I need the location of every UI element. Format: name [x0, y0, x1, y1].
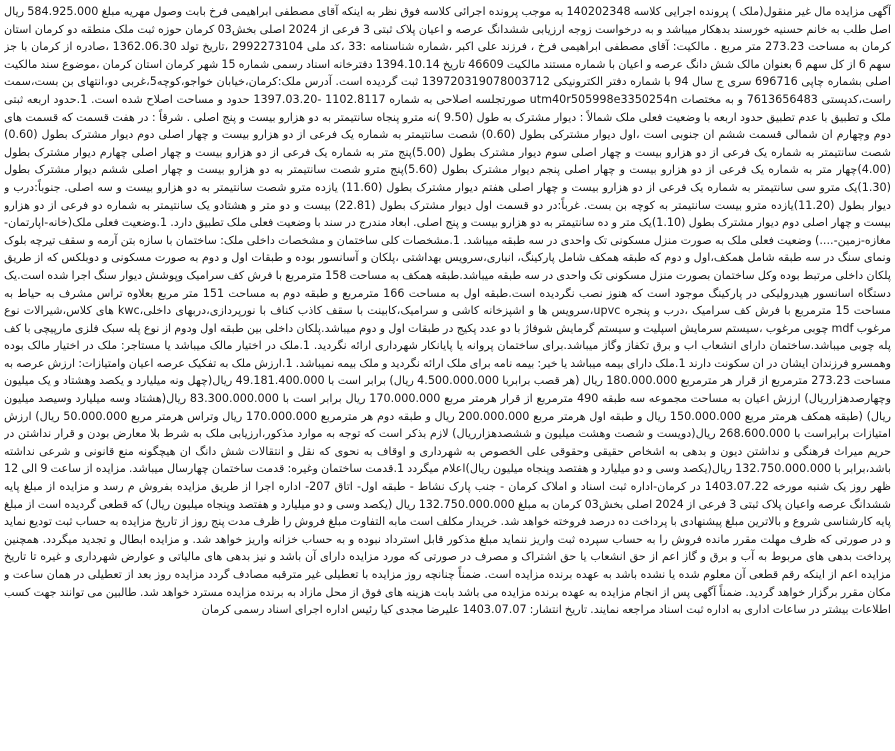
notice-paragraph: آگهی مزایده مال غیر منقول(ملک ) پرونده اجرایی کلاسه 140202348 به موجب پرونده اجرائی کلاسه فوق نظر به اینکه آقای مصطفی ابراهیمی فرخ بابت وصول مهریه مبلغ 584.925.000 ریال اصل طلب به خانم حسنیه خورسند بدهکار میباشد و به درخواست زوجه ارزیابی ششدانگ عرصه و اعیان پلاک ثبتی 3 فرعی از 2024 اصلی بخش03 کرمان حوزه ثبت ملک منطقه دو کرمان استان کرمان به مساحت 273.23 متر مربع . مالکیت: آقای مصطفی ابراهیمی فرخ ، فرزند علی اکبر ،شماره شناسنامه :33 ،کد ملی 2992273104 ،تاریخ تولد 1362.06.30 ،صادره از کرمان با جز سهم 6 از کل سهم 6 بعنوان مالک شش دانگ عرصه و اعیان با شماره مستند مالکیت 46609 تاریخ 1394.10.14 دفترخانه اسناد رسمی شماره 15 شهر کرمان استان کرمان ،موضوع سند مالکیت اصلی بشماره چاپی 696716 سری ج سال 94 با شماره دفتر الکترونیکی 139720319078003712 ثبت گردیده است. آدرس ملک:کرمان،خیابان خواجو،کوچه5،غربی دو،انتهای بن بست،سمت راست،کدپستی 7613656483 و به مختصات utm40r505998e3350254n صورتجلسه اصلاحی به شماره 1102.8117 -1397.03.20 حدود و مساحت اصلاح شده است. 1.حدود اربعه ثبتی ملک و تطبیق با عدم تطبیق حدود اربعه با وضعیت فعلی ملک شمالاً : دیوار مشترک به طول (9.50 )نه مترو پنجاه سانتیمتر به دو هزارو بیست و پنج اصلی . شرقاً : در هفت قسمت که قسمت های دوم وچهارم ان شمالی قسمت ششم ان جنوبی است ،اول دیوار مشترکی بطول (0.60) شصت سانتیمتر به شماره یک فرعی از دو هزارو بیست و چهار اصلی دوم دیوار مشترک بطول (0.60) شصت سانتیمتر به شماره یک فرعی از دو هزارو بیست و چهار اصلی سوم دیوار مشترک بطول (5.00)پنج متر به شماره یک فرعی از دو هزارو بیست و چهار اصلی چهارم دیوار مشترک بطول (4.00)چهار متر به شماره یک فرعی از دو هزارو بیست و چهار اصلی پنجم دیوار مشترک بطول (5.60)پنج مترو شصت سانتیمتر به دو هزارو بیست و چهار اصلی ششم دیوار مشترک بطول (1.30)یک مترو سی سانتیمتر به شماره یک فرعی از دو هزارو بیست و چهار اصلی هفتم دیوار مشترک بطول (11.60) یازده مترو شصت سانتیمتر به دو هزارو بیست و سه اصلی. جنوباً:درب و دیوار بطول (11.20)یازده مترو بیست سانتیمتر به کوچه بن بست. غرباً:در دو قسمت اول دیوار مشترک بطول (22.81) بیست و دو متر و هشتادو یک سانتیمتر به شماره دو فرعی از دو هزارو بیست و چهار اصلی دوم دیوار مشترک بطول (1.10)یک متر و ده سانتیمتر به دو هزارو بیست و پنج اصلی. ابعاد مندرج در سند با وضعیت فعلی ملک تطبیق دارد. 1.وضعیت فعلی ملک(خانه-اپارتمان-مغازه-زمین-....) وضعیت فعلی ملک به صورت منزل مسکونی تک واحدی در سه طبقه میباشد. 1.مشخصات کلی ساختمان و مشخصات داخلی ملک: ساختمان با سازه بتن آرمه و سقف تیرچه بلوک ونمای سنگ در سه طبقه شامل همکف،اول و دوم که طبقه همکف شامل پارکینگ، انباری،سرویس بهداشتی ،پلکان و آسانسور بوده و طبقات اول و دوم به صورت مسکونی و دوبلکس که از طریق پلکان داخلی مرتبط بوده وکل ساختمان بصورت منزل مسکونی تک واحدی در سه طبقه میباشد.طبقه همکف به مساحت 158 مترمربع با فرش کف سرامیک وپوشش دیوار سنگ اجرا شده است.یک دستگاه اسانسور هیدرولیکی در پارکینگ موجود است که هنوز نصب نگردیده است.طبقه اول به مساحت 166 مترمربع و طبقه دوم به مساحت 151 متر مربع بعلاوه تراس مشرف به حیاط به مساحت 15 مترمربع با فرش کف سرامیک ،درب و پنجره upvc،سرویس ها و اشپزخانه کاشی و سرامیک،کابینت با سقف کاذب کناف با نورپردازی،دربهای داخلی،kwc های کلاس،شیرالات نوع مرغوب mdf چوبی مرغوب ،سیستم سرمایش اسپلیت و سیستم گرمایش شوفاژ با دو عدد پکیج در طبقات اول و دوم میباشد.پلکان داخلی بین طبقه اول ودوم از نوع پله سبک فلزی مارپیچی با کف پله چوبی میباشد.ساختمان دارای انشعاب اب و برق تکفاز وگاز میباشد.برای ساختمان پروانه یا پایانکار شهرداری ارائه نگردید. 1.ملک در اختیار مالک میباشد یا مستاجر: ملک در اختیار مالک بوده وهمسرو فرزندان ایشان در ان سکونت دارند 1.ملک دارای بیمه میباشد یا خیر: بیمه نامه برای ملک ارائه نگردید و ملک بیمه نمیباشد. 1.ارزش ملک به تفکیک عرصه اعیان وامتیازات: ارزش عرصه به مساحت 273.23 مترمربع از قرار هر مترمربع 180.000.000 ریال (هر قصب برابربا 4.500.000.000 ریال) برابر است با 49.181.400.000 ریال(چهل ونه میلیارد و یکصد وهشتاد و یک میلیون وچهارصدهزارریال) ارزش اعیان به مساحت مجموعه سه طبقه 490 مترمربع از قرار هرمتر مربع 170.000.000 ریال برابر است با 83.300.000.000 ریال(هشتاد وسه میلیارد وسیصد میلیون ریال) (طبقه همکف هرمتر مربع 150.000.000 ریال و طبقه اول هرمتر مربع 200.000.000 ریال و طبقه دوم هر مترمربع 170.000.000 ریال وتراس هرمتر مربع 50.000.000 ریال) ارزش امتیازات برابراست با 268.600.000 ریال(دویست و شصت وهشت میلیون و ششصدهزارریال) لازم بذکر است که توجه به موارد مذکور،ارزیابی ملک به شرط بلا معارض بودن و قرار نداشتن در حریم میراث فرهنگی و نداشتن دیون و بدهی به اشخاص حقیقی وحقوقی علی الخصوص به شهرداری و اوقاف به نحوی که نقل و انتقالات شش دانگ ان هیچگونه منع قانونی و شرعی نداشته باشد،برابر با 132.750.000.000 ریال(یکصد وسی و دو میلیارد و هفتصد وپنجاه میلیون ریال)اعلام میگردد 1.قدمت ساختمان وغیره: قدمت ساختمان چهارسال میباشد. مزایده از ساعت 9 الی 12 ظهر روز یک شنبه مورخه 1403.07.22 در کرمان-اداره ثبت اسناد و املاک کرمان - جنب پارک نشاط - طبقه اول- اتاق 207- اداره اجرا از طریق مزایده بفروش م رسد و مزایده از مبلغ پایه ششدانگ عرصه واعیان پلاک ثبتی 3 فرعی از 2024 اصلی بخش03 کرمان به مبلغ 132.750.000.000 ریال (یکصد وسی و دو میلیارد و هفتصد وپنجاه میلیون ریال) که قطعی گردیده است از مبلغ پایه کارشناسی شروع و بالاترین مبلغ پیشنهادی با پرداخت ده درصد فروخته خواهد شد. خریدار مکلف است مابه التفاوت مبلغ فروش را ظرف مدت پنج روز از تاریخ مزایده به حساب ثبت تودیع نماید و در صورتی که ظرف مهلت مقرر مانده فروش را به حساب سپرده ثبت واریز ننماید مبلغ مذکور قابل استرداد نبوده و به حساب خزانه واریز خواهد شد. و مزایده ابطال و تجدید میگردد. همچنین پرداخت بدهی های مربوط به آب و برق و گاز اعم از حق انشعاب یا حق اشتراک و مصرف در صورتی که مورد مزایده دارای آن باشد و نیز بدهی های مالیاتی و عوارض شهرداری و غیره تا تاریخ مزایده اعم از اینکه رقم قطعی آن معلوم شده یا نشده باشد به عهده برنده مزایده است. ضمناً چنانچه روز مزایده با تعطیلی غیر مترقبه مصادف گردد مزایده روز بعد از تعطیلی در همان ساعت و مکان مقرر برگزار خواهد گردید. ضمناً آگهی پس از انجام مزایده به عهده برنده مزایده می باشد بابت هزینه های فوق از محل مازاد به برنده مزایده مسترد خواهد شد. طالبین می توانند جهت کسب اطلاعات بیشتر در ساعات اداری به اداره ثبت اسناد مراجعه نمایند. تاریخ انتشار: 1403.07.07 علیرضا مجدی کیا رئیس اداره اجرای اسناد رسمی کرمان	[4, 5, 891, 617]
auction-notice	[4, 3, 891, 748]
